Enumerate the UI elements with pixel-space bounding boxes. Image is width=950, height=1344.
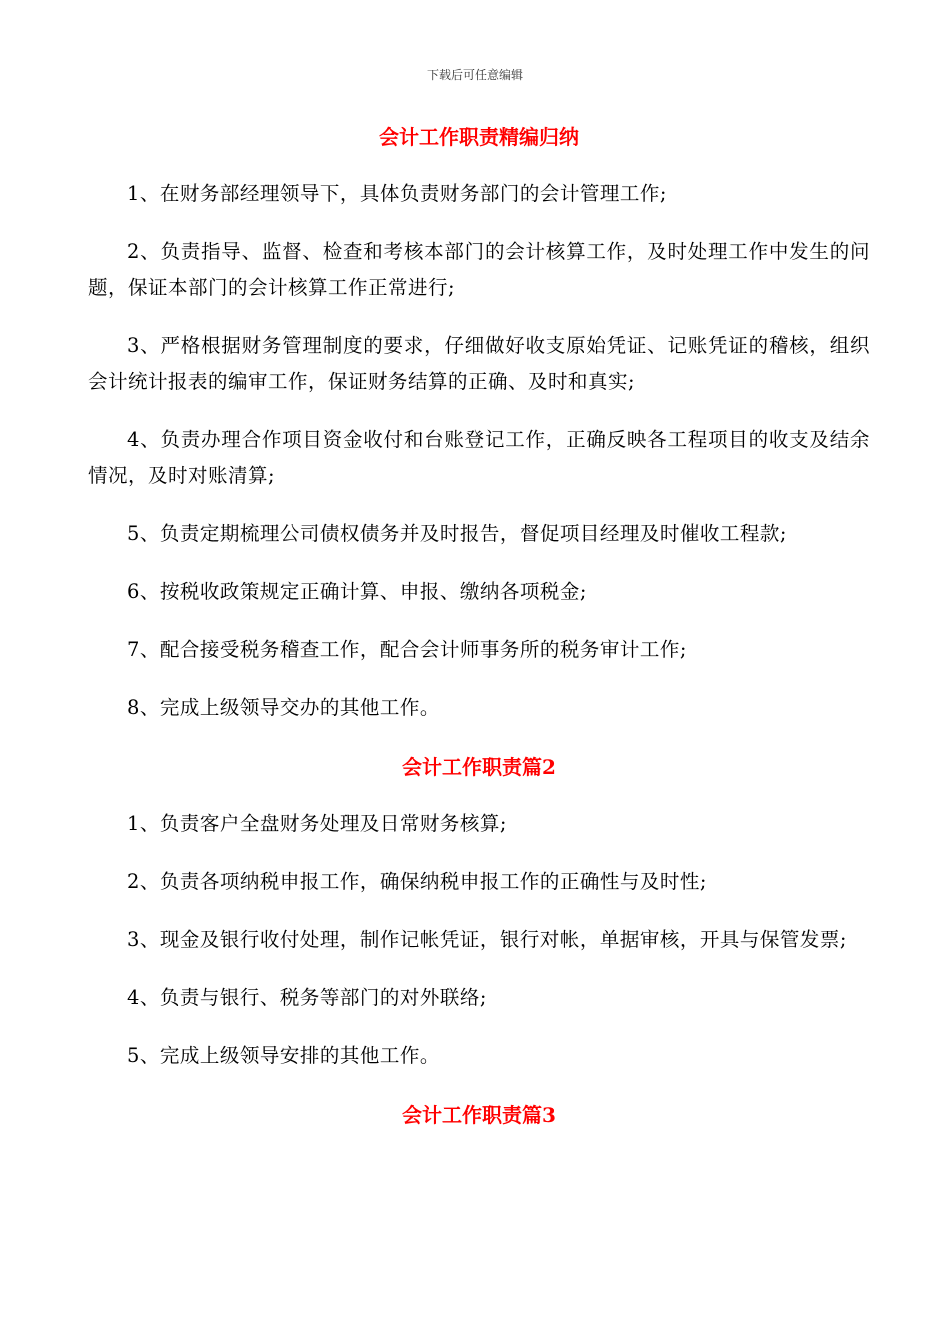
paragraph: 5、负责定期梳理公司债权债务并及时报告，督促项目经理及时催收工程款;: [127, 522, 787, 545]
paragraph: 3、严格根据财务管理制度的要求，仔细做好收支原始凭证、记账凭证的稽核，组织会计统计报表的编审工作，保证财务结算的正确、及时和真实;: [88, 334, 870, 393]
section-title-3: 会计工作职责篇3: [402, 1103, 556, 1127]
paragraph: 4、负责与银行、税务等部门的对外联络;: [127, 986, 487, 1009]
paragraph: 1、在财务部经理领导下，具体负责财务部门的会计管理工作;: [127, 182, 667, 205]
paragraph: 6、按税收政策规定正确计算、申报、缴纳各项税金;: [127, 580, 587, 603]
paragraph: 5、完成上级领导安排的其他工作。: [127, 1044, 440, 1067]
section-title-2: 会计工作职责篇2: [402, 755, 556, 779]
paragraph: 8、完成上级领导交办的其他工作。: [127, 696, 440, 719]
document-body: [88, 118, 870, 1134]
paragraph: 4、负责办理合作项目资金收付和台账登记工作，正确反映各工程项目的收支及结余情况，及时对账清算;: [88, 428, 870, 487]
paragraph: 2、负责各项纳税申报工作，确保纳税申报工作的正确性与及时性;: [127, 870, 707, 893]
paragraph: 1、负责客户全盘财务处理及日常财务核算;: [127, 812, 507, 835]
paragraph: 2、负责指导、监督、检查和考核本部门的会计核算工作，及时处理工作中发生的问题，保证本部门的会计核算工作正常进行;: [88, 240, 870, 299]
paragraph: 7、配合接受税务稽查工作，配合会计师事务所的税务审计工作;: [127, 638, 687, 661]
paragraph: 3、现金及银行收付处理，制作记帐凭证，银行对帐，单据审核，开具与保管发票;: [127, 928, 847, 951]
header-note: 下载后可任意编辑: [426, 68, 523, 82]
section-title-1: 会计工作职责精编归纳: [379, 125, 579, 149]
